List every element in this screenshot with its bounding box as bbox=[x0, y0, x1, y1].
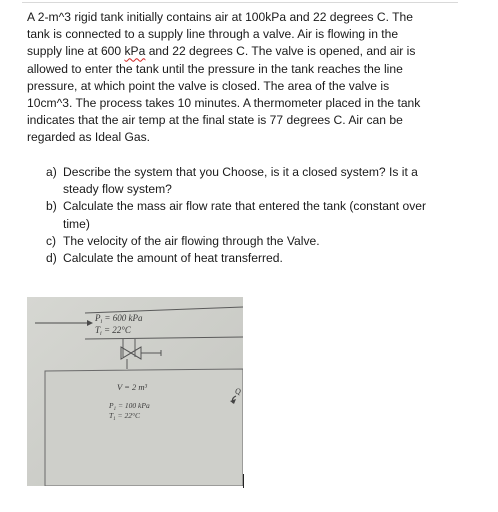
heat-label: Q bbox=[235, 387, 241, 396]
question-item bbox=[46, 198, 466, 232]
problem-line: 10cm^3. The process takes 10 minutes. A thermometer placed in the tank bbox=[27, 96, 421, 111]
supply-pressure-label: $P_i = 600$ kPa bbox=[95, 313, 143, 325]
spellcheck-underlined-word: kPa bbox=[124, 44, 146, 59]
question-item bbox=[46, 250, 466, 267]
problem-line: pressure, at which point the valve is closed. The area of the valve is bbox=[27, 78, 390, 93]
tank-diagram-photo bbox=[27, 297, 243, 486]
question-line: Describe the system that you Choose, is it a closed system? Is it a bbox=[63, 165, 418, 179]
question-text bbox=[63, 164, 466, 198]
problem-line: regarded as Ideal Gas. bbox=[27, 130, 151, 145]
question-letter: d) bbox=[46, 251, 57, 266]
tank-diagram bbox=[27, 297, 243, 486]
problem-line: allowed to enter the tank until the pressure in the tank reaches the line bbox=[27, 61, 403, 76]
question-item bbox=[46, 164, 466, 198]
problem-line bbox=[27, 44, 415, 58]
question-letter: c) bbox=[46, 233, 57, 248]
problem-statement bbox=[27, 9, 457, 147]
tank-initial-pressure-label: $P_1 = 100$ kPa bbox=[109, 401, 150, 412]
question-line: time) bbox=[63, 216, 90, 231]
question-list bbox=[46, 164, 466, 267]
problem-line: indicates that the air temp at the final state is 77 degrees C. Air can be bbox=[27, 113, 403, 128]
question-text: The velocity of the air flowing through the Valve. bbox=[63, 233, 320, 248]
problem-text-fragment: and 22 degrees C. The valve is opened, and air is bbox=[145, 44, 416, 59]
question-line: steady flow system? bbox=[63, 182, 172, 197]
tank-volume-label: V = 2 m³ bbox=[117, 382, 148, 392]
question-text: Calculate the amount of heat transferred. bbox=[63, 251, 283, 266]
question-line: Calculate the mass air flow rate that entered the tank (constant over bbox=[63, 199, 427, 214]
problem-text-fragment: supply line at 600 bbox=[27, 44, 125, 59]
problem-line: tank is connected to a supply line through a valve. Air is flowing in the bbox=[27, 27, 399, 42]
tank-initial-temperature-label: $T_1 = 22^\circ C$ bbox=[109, 411, 140, 422]
supply-temperature-label: $T_i = 22^\circ C$ bbox=[95, 325, 131, 337]
question-letter: a) bbox=[46, 165, 57, 179]
problem-line: A 2-m^3 rigid tank initially contains air at 100kPa and 22 degrees C. The bbox=[27, 10, 413, 24]
question-letter: b) bbox=[46, 199, 57, 214]
top-divider bbox=[22, 2, 458, 3]
question-text bbox=[63, 198, 466, 232]
question-item bbox=[46, 233, 466, 250]
text-cursor bbox=[243, 474, 244, 488]
